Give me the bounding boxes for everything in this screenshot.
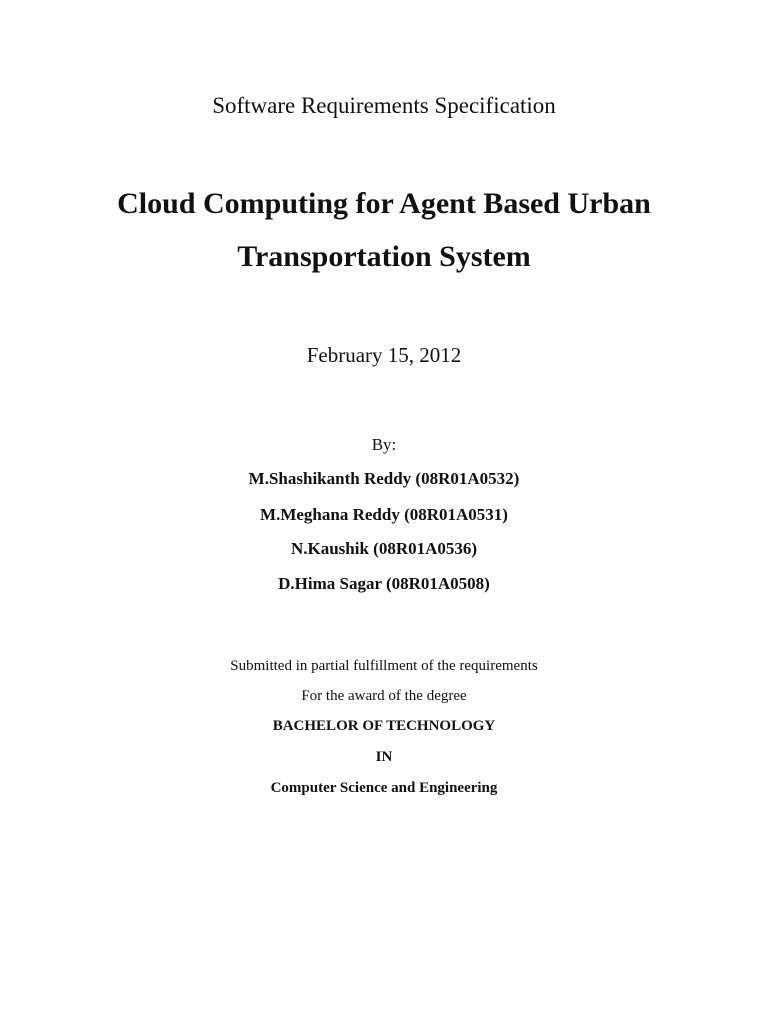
department-name: Computer Science and Engineering bbox=[270, 780, 498, 796]
by-label: By: bbox=[371, 435, 397, 454]
document-title-line-1: Cloud Computing for Agent Based Urban bbox=[117, 187, 651, 220]
degree-name: BACHELOR OF TECHNOLOGY bbox=[272, 718, 496, 734]
document-title-line-2: Transportation System bbox=[237, 240, 531, 273]
author-name: M.Meghana Reddy (08R01A0531) bbox=[260, 505, 508, 524]
document-type-heading: Software Requirements Specification bbox=[212, 93, 556, 118]
author-name: M.Shashikanth Reddy (08R01A0532) bbox=[248, 469, 520, 488]
in-label: IN bbox=[375, 749, 393, 765]
author-name: N.Kaushik (08R01A0536) bbox=[290, 539, 478, 558]
submission-statement: Submitted in partial fulfillment of the requirements bbox=[230, 658, 538, 674]
award-line: For the award of the degree bbox=[301, 688, 467, 704]
author-name: D.Hima Sagar (08R01A0508) bbox=[278, 574, 490, 593]
document-date: February 15, 2012 bbox=[306, 343, 462, 367]
